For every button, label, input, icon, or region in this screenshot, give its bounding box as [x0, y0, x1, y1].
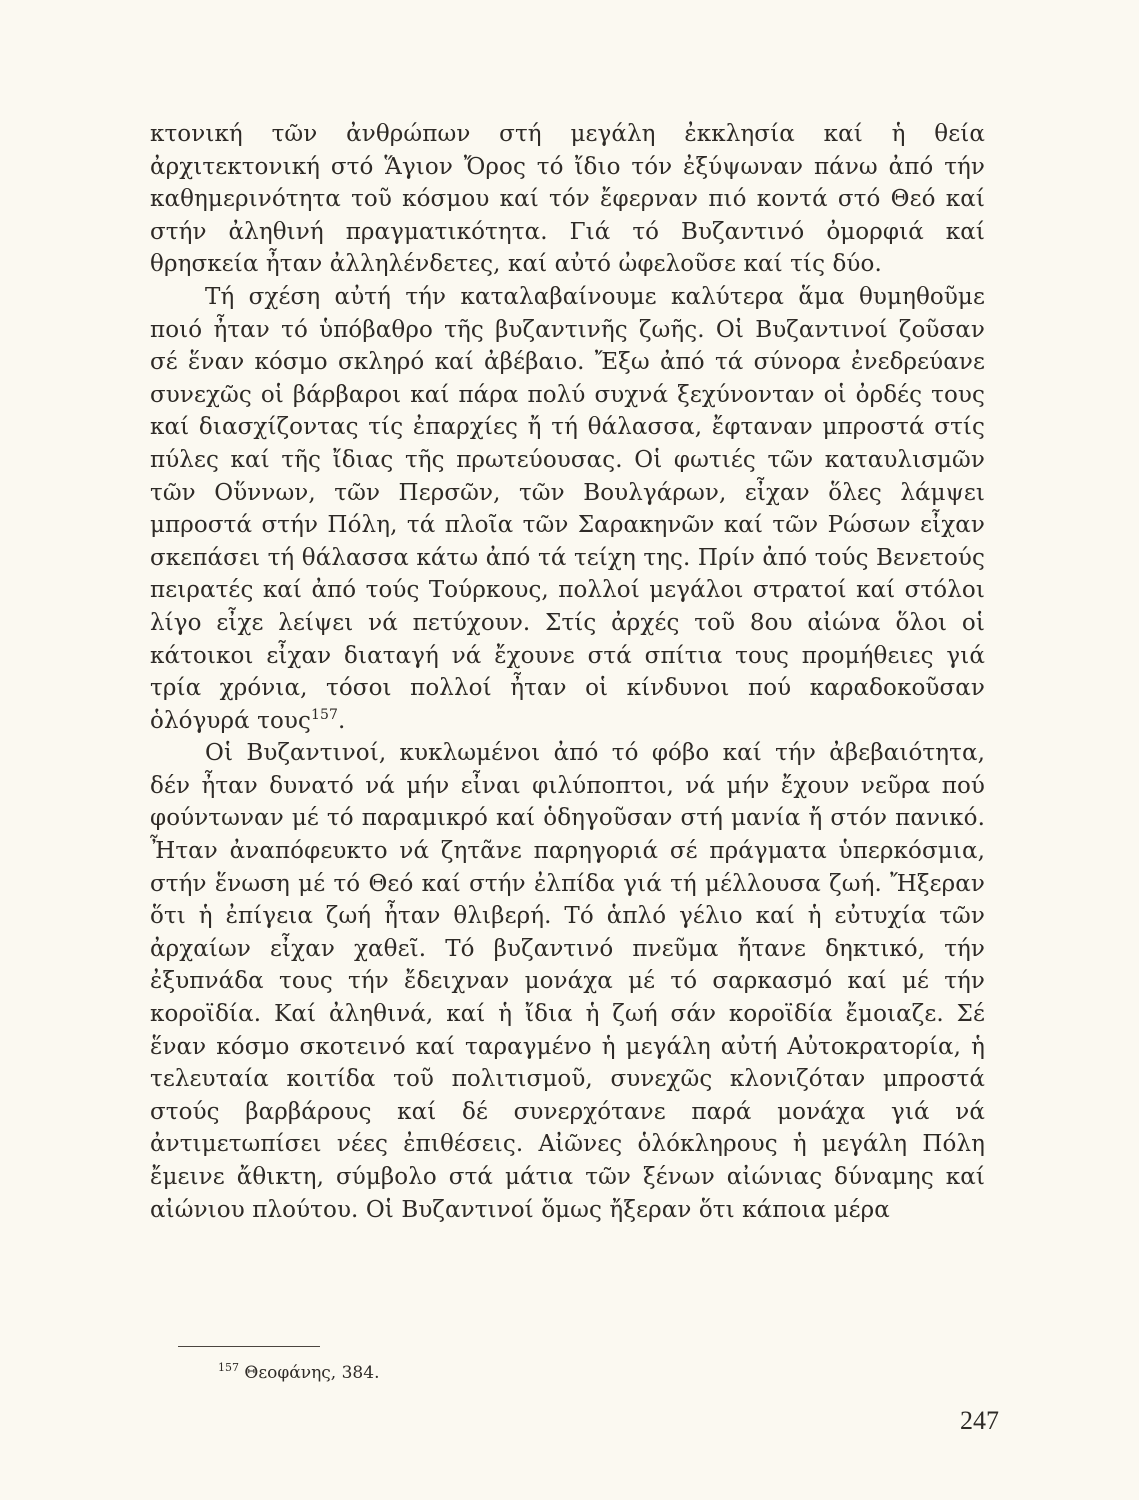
body-text — [150, 118, 985, 1226]
page-number: 247 — [960, 1406, 999, 1435]
paragraph-3 — [150, 737, 985, 1226]
footnote-divider — [178, 1346, 320, 1347]
paragraph-2 — [150, 281, 985, 737]
footnote-number: 157 — [218, 1361, 239, 1374]
paragraph-1-text: κτονική τῶν ἀνθρώπων στή μεγάλη ἐκκλησία καί ἡ θεία ἀρχιτεκτονική στό Ἅγιον Ὄρος τό ἴδιο τόν ἐξύψωναν πάνω ἀπό τήν καθημερινότητα τοῦ κόσμου καί τόν ἔφερναν πιό κοντά στό Θεό καί στήν ἀληθινή πραγματικότητα. Γιά τό Βυζαντινό ὀμορφιά καί θρησκεία ἦταν ἀλληλένδετες, καί αὐτό ὠφελοῦσε καί τίς δύο. — [150, 121, 985, 278]
paragraph-2-text: Τή σχέση αὐτή τήν καταλαβαίνουμε καλύτερα ἅμα θυμηθοῦμε ποιό ἦταν τό ὑπόβαθρο τῆς βυζαντινῆς ζωῆς. Οἱ Βυζαντινοί ζοῦσαν σέ ἕναν κόσμο σκληρό καί ἀβέβαιο. Ἔξω ἀπό τά σύνορα ἐνεδρεύανε συνεχῶς οἱ βάρβαροι καί πάρα πολύ συχνά ξεχύνονταν οἱ ὀρδές τους καί διασχίζοντας τίς ἐπαρχίες ἤ τή θάλασσα, ἔφταναν μπροστά στίς πύλες καί τῆς ἴδιας τῆς πρωτεύουσας. Οἱ φωτιές τῶν καταυλισμῶν τῶν Οὕννων, τῶν Περσῶν, τῶν Βουλγάρων, εἶχαν ὅλες λάμψει μπροστά στήν Πόλη, τά πλοῖα τῶν Σαρακηνῶν καί τῶν Ρώσων εἶχαν σκεπάσει τή θάλασσα κάτω ἀπό τά τείχη της. Πρίν ἀπό τούς Βενετούς πειρατές καί ἀπό τούς Τούρκους, πολλοί μεγάλοι στρατοί καί στόλοι λίγο εἶχε λείψει νά πετύχουν. Στίς ἀρχές τοῦ 8ου αἰώνα ὅλοι οἱ κάτοικοι εἶχαν διαταγή νά ἔχουνε στά σπίτια τους προμήθειες γιά τρία χρόνια, τόσοι πολλοί ἦταν οἱ κίνδυνοι πού καραδοκοῦσαν ὁλόγυρά τους — [150, 283, 985, 734]
paragraph-3-text: Οἱ Βυζαντινοί, κυκλωμένοι ἀπό τό φόβο καί τήν ἀβεβαιότητα, δέν ἦταν δυνατό νά μήν εἶναι φιλύποπτοι, νά μήν ἔχουν νεῦρα πού φούντωναν μέ τό παραμικρό καί ὁδηγοῦσαν στή μανία ἤ στόν πανικό. Ἦταν ἀναπόφευκτο νά ζητᾶνε παρηγοριά σέ πράγματα ὑπερκόσμια, στήν ἕνωση μέ τό Θεό καί στήν ἐλπίδα γιά τή μέλλουσα ζωή. Ἤξεραν ὅτι ἡ ἐπίγεια ζωή ἦταν θλιβερή. Τό ἁπλό γέλιο καί ἡ εὐτυχία τῶν ἀρχαίων εἶχαν χαθεῖ. Τό βυζαντινό πνεῦμα ἤτανε δηκτικό, τήν ἐξυπνάδα τους τήν ἔδειχναν μονάχα μέ τό σαρκασμό καί μέ τήν κοροϊδία. Καί ἀληθινά, καί ἡ ἴδια ἡ ζωή σάν κοροϊδία ἔμοιαζε. Σέ ἕναν κόσμο σκοτεινό καί ταραγμένο ἡ μεγάλη αὐτή Αὐτοκρατορία, ἡ τελευταία κοιτίδα τοῦ πολιτισμοῦ, συνεχῶς κλονιζόταν μπροστά στούς βαρβάρους καί δέ συνερχότανε παρά μονάχα γιά νά ἀντιμετωπίσει νέες ἐπιθέσεις. Αἰῶνες ὁλόκληρους ἡ μεγάλη Πόλη ἔμεινε ἄθικτη, σύμβολο στά μάτια τῶν ξένων αἰώνιας δύναμης καί αἰώνιου πλούτου. Οἱ Βυζαντινοί ὅμως ἤξεραν ὅτι κάποια μέρα — [150, 740, 985, 1223]
paragraph-2-tail: . — [338, 707, 346, 734]
paragraph-1 — [150, 118, 985, 281]
footnote-text: Θεοφάνης, 384. — [244, 1363, 380, 1383]
footnote-reference: 157 — [311, 706, 339, 723]
footnote — [218, 1362, 379, 1384]
